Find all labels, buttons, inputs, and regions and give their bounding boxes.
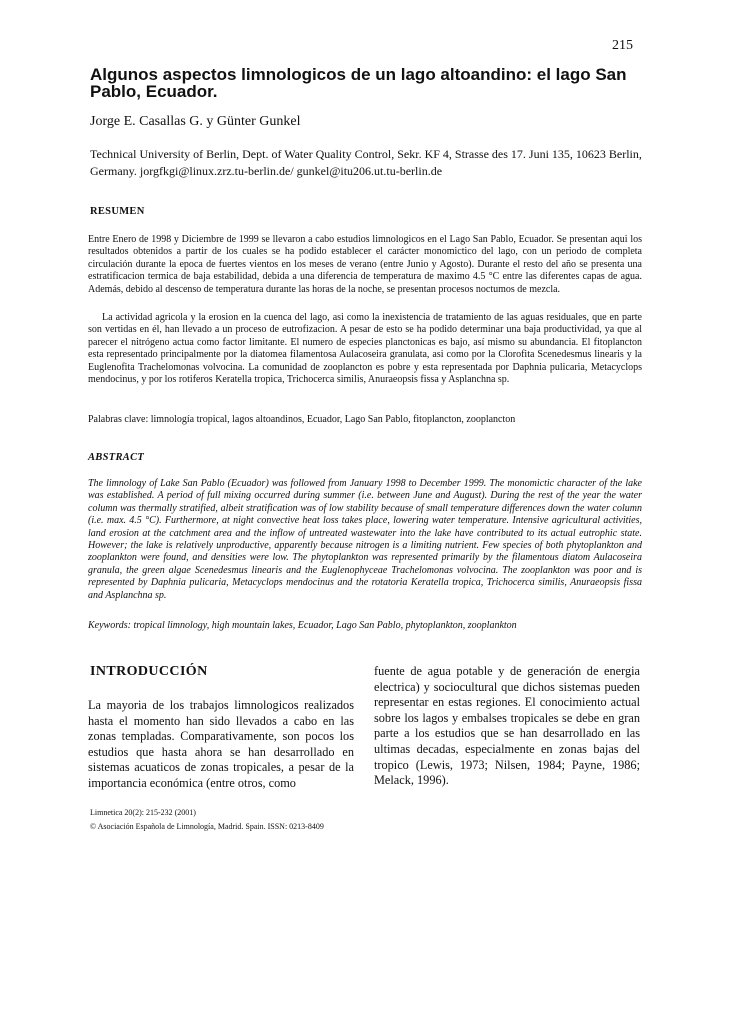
palabras-clave: Palabras clave: limnología tropical, lagos altoandinos, Ecuador, Lago San Pablo, fitoplancton, zooplancton [88, 414, 516, 425]
copyright-notice: © Asociación Española de Limnología, Madrid. Spain. ISSN: 0213-8409 [90, 822, 324, 831]
page-number: 215 [612, 38, 633, 53]
introduccion-left-column: La mayoria de los trabajos limnologicos realizados hasta el momento han sido llevados a cabo en las zonas templadas. Comparativamente, son pocos los estudios que hasta ahora se han desarrollado en sistemas acuaticos de zonas tropicales, a pesar de la importancia económica (entre otros, como [88, 698, 354, 790]
keywords: Keywords: tropical limnology, high mountain lakes, Ecuador, Lago San Pablo, phytoplankton, zooplankton [88, 620, 517, 631]
introduccion-right-column: fuente de agua potable y de generación de energia electrica) y sociocultural que dichos sistemas pueden representar en estas regiones. El conocimiento actual sobre los lagos y embalses tropicales se debe en gran parte a los estudios que se han desarrollado en las ultimas decadas, especialmente en zonas bajas del tropico (Lewis, 1973; Nilsen, 1984; Payne, 1986; Melack, 1996). [374, 664, 640, 788]
authors: Jorge E. Casallas G. y Günter Gunkel [90, 114, 301, 129]
resumen-paragraph-1: Entre Enero de 1998 y Diciembre de 1999 se llevaron a cabo estudios limnologicos en el Lago San Pablo, Ecuador. Se presentan aqui los resultados obtenidos a partir de los cuales se ha podido establecer el carácter monomictico del lago, con un periodo de completa circulación durante la epoca de fuertes vientos en los meses de verano (entre Junio y Agosto). Durante el resto del año se presenta una estratificacion termica de baja estabilidad, debida a una diferencia de temperatura de maximo 4.5 °C entre las diferentes capas de agua. Además, debido al descenso de temperatura durante las horas de la noche, se presentan procesos noctumos de mezcla. [88, 234, 642, 295]
resumen-paragraph-2: La actividad agricola y la erosion en la cuenca del lago, asi como la inexistencia de tratamiento de las aguas residuales, que en parte son vertidas en él, han llevado a un proceso de eutrofizacion. A pesar de esto se ha podido determinar una baja productividad, ya que al parecer el nitrógeno actua como factor limitante. El numero de especies planctonicas es bajo, así mismo su abundancia. El fitoplancton esta representado principalmente por la diatomea filamentosa Aulacoseira granulata, asi como por la Clorofita Scenedesmus linearis y la Euglenofita Trachelomonas volvocina. La comunidad de zooplancton es pobre y esta representada por Daphnia pulicaria, Metacyclops mendocinus, y por los rotiferos Keratella tropica, Trichocerca similis, Anuraeopsis fissa y Asplanchna sp. [88, 312, 642, 386]
introduccion-heading: INTRODUCCIÓN [90, 664, 208, 679]
resumen-heading: RESUMEN [90, 206, 145, 217]
article-title: Algunos aspectos limnologicos de un lago altoandino: el lago San Pablo, Ecuador. [90, 65, 627, 101]
abstract-heading: ABSTRACT [88, 452, 145, 463]
affiliation: Technical University of Berlin, Dept. of Water Quality Control, Sekr. KF 4, Strasse des 17. Juni 135, 10623 Berlin, Germany. jorgfkgi@linux.zrz.tu-berlin.de/ gunkel@itu206.ut.tu-berlin.de [90, 147, 642, 178]
abstract-body: The limnology of Lake San Pablo (Ecuador) was followed from January 1998 to December 1999. The monomictic character of the lake was established. A period of full mixing occurred during summer (i.e. between June and August). During the rest of the year the water column was thermally stratified, albeit stratification was of low stability because of small temperature differences down the water column (i.e. max. 4.5 °C). Furthermore, at night convective heat loss takes place, lowering water temperature. Intensive agricultural activities, land erosion at the catchment area and the inflow of untreated wastewater into the lake have contributed to its actual eutrophic state. However; the lake is relatively unproductive, apparently because nitrogen is a limiting nutrient. Few species of both phytoplankton and zooplankton were found, and densities were low. The phytoplankton was represented primarily by the filamentous diatom Aulacoseira granula, the green algae Scenedesmus linearis and the Euglenophyceae Trachelomonas volvocina. The zooplankton was poor and is represented by Daphnia pulicaria, Metacyclops mendocinus and the rotatoria Keratella tropica, Trichocerca similis, Anuraeopsis fissa and Asplanchna sp. [88, 478, 642, 601]
journal-citation: Limnetica 20(2): 215-232 (2001) [90, 808, 196, 817]
